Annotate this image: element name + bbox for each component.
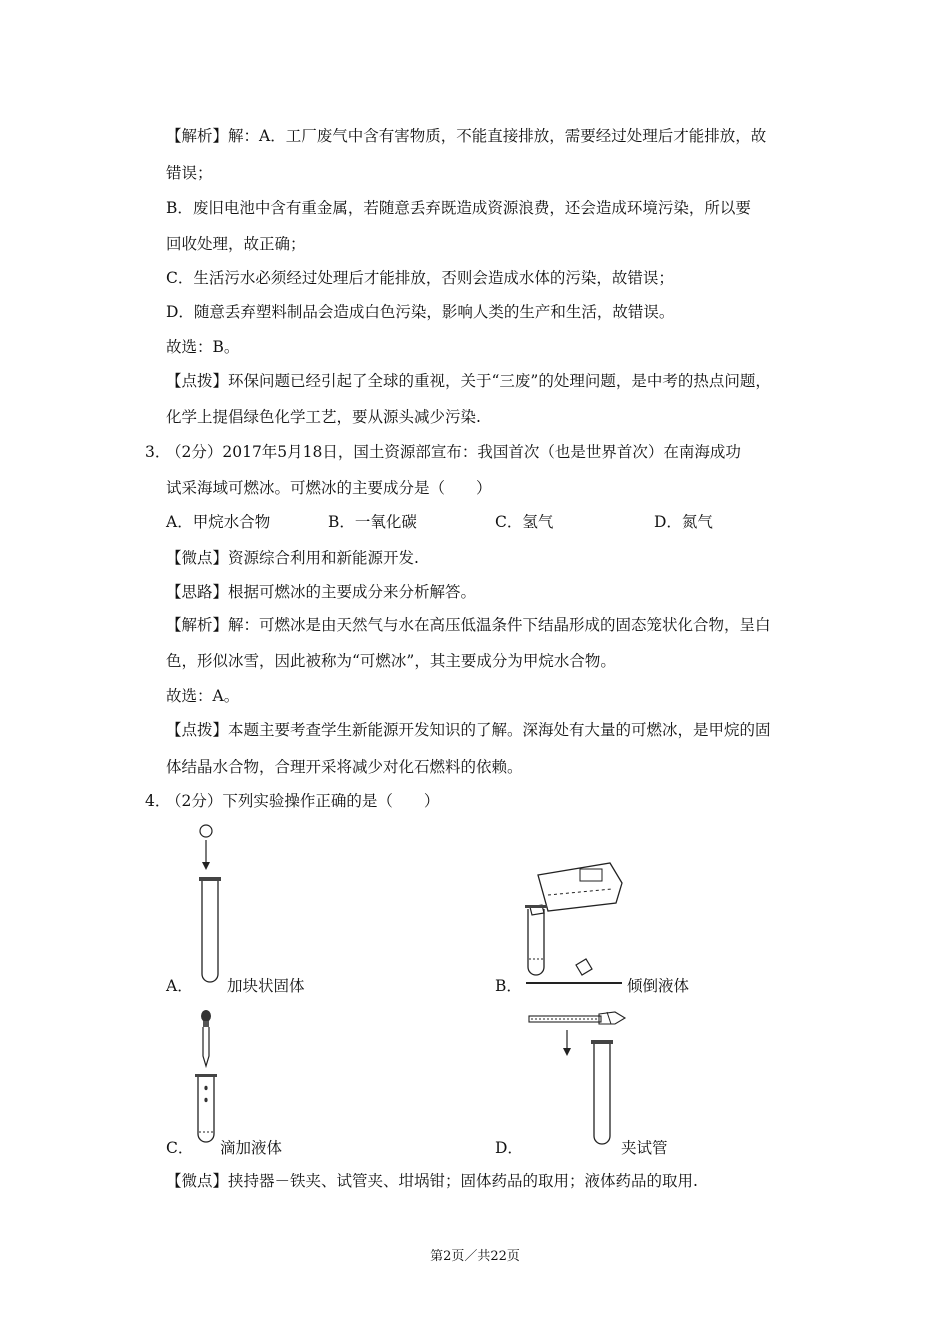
q4-number: 4．	[145, 792, 171, 810]
q2-analysis-line-3: B．废旧电池中含有重金属，若随意丢弃既造成资源浪费，还会造成环境污染，所以要	[166, 199, 751, 217]
q4-option-a-letter: A．	[166, 977, 193, 995]
q4-option-a-label: 加块状固体	[227, 977, 305, 995]
q4-option-d-label: 夹试管	[621, 1139, 668, 1157]
q3-stem-line-1: （2分）2017年5月18日，国土资源部宣布：我国首次（也是世界首次）在南海成功	[166, 443, 741, 461]
q4-option-c-label: 滴加液体	[220, 1139, 283, 1157]
q3-tip-line-2: 体结晶水合物，合理开采将减少对化石燃料的依赖。	[166, 758, 523, 776]
q3-weidian: 【微点】资源综合利用和新能源开发.	[166, 549, 419, 567]
q3-stem-line-2: 试采海域可燃冰。可燃冰的主要成分是（ ）	[166, 479, 492, 497]
q3-option-b: B．一氧化碳	[328, 513, 417, 531]
figure-b-pour-liquid	[520, 855, 630, 990]
q3-option-a: A．甲烷水合物	[166, 513, 271, 531]
q2-tip-line-2: 化学上提倡绿色化学工艺，要从源头减少污染.	[166, 408, 481, 426]
figure-c-drip-liquid	[190, 1008, 224, 1148]
q2-analysis-line-5: C．生活污水必须经过处理后才能排放，否则会造成水体的污染，故错误；	[166, 269, 674, 287]
q4-option-d-letter: D．	[495, 1139, 523, 1157]
q3-option-c: C．氢气	[495, 513, 554, 531]
q2-analysis-line-4: 回收处理，故正确；	[166, 235, 306, 253]
q3-analysis-line-2: 色，形似冰雪，因此被称为“可燃冰”，其主要成分为甲烷水合物。	[166, 652, 616, 670]
q3-option-d: D．氮气	[654, 513, 713, 531]
q3-analysis-line-1: 【解析】解：可燃冰是由天然气与水在高压低温条件下结晶形成的固态笼状化合物，呈白	[166, 616, 771, 634]
q2-analysis-line-2: 错误；	[166, 164, 213, 182]
figure-a-add-solid	[190, 822, 230, 992]
q2-analysis-line-1: 【解析】解：A．工厂废气中含有害物质，不能直接排放，需要经过处理后才能排放，故	[166, 127, 767, 145]
q2-analysis-line-6: D．随意丢弃塑料制品会造成白色污染，影响人类的生产和生活，故错误。	[166, 303, 675, 321]
q4-option-c-letter: C．	[166, 1139, 194, 1157]
q3-tip-line-1: 【点拨】本题主要考查学生新能源开发知识的了解。深海处有大量的可燃冰，是甲烷的固	[166, 721, 771, 739]
figure-d-clamp-tube	[525, 1010, 635, 1150]
page-footer: 第2页／共22页	[430, 1249, 520, 1264]
q4-stem: （2分）下列实验操作正确的是（ ）	[166, 792, 440, 810]
q3-number: 3．	[145, 443, 171, 461]
q4-weidian: 【微点】挟持器－铁夹、试管夹、坩埚钳；固体药品的取用；液体药品的取用.	[166, 1172, 698, 1190]
q3-silu: 【思路】根据可燃冰的主要成分来分析解答。	[166, 583, 477, 601]
q2-answer: 故选：B。	[166, 338, 240, 356]
q4-option-b-letter: B．	[495, 977, 522, 995]
q2-tip-line-1: 【点拨】环保问题已经引起了全球的重视，关于“三废”的处理问题，是中考的热点问题，	[166, 372, 771, 390]
q4-option-b-label: 倾倒液体	[627, 977, 690, 995]
q3-answer: 故选：A。	[166, 687, 240, 705]
